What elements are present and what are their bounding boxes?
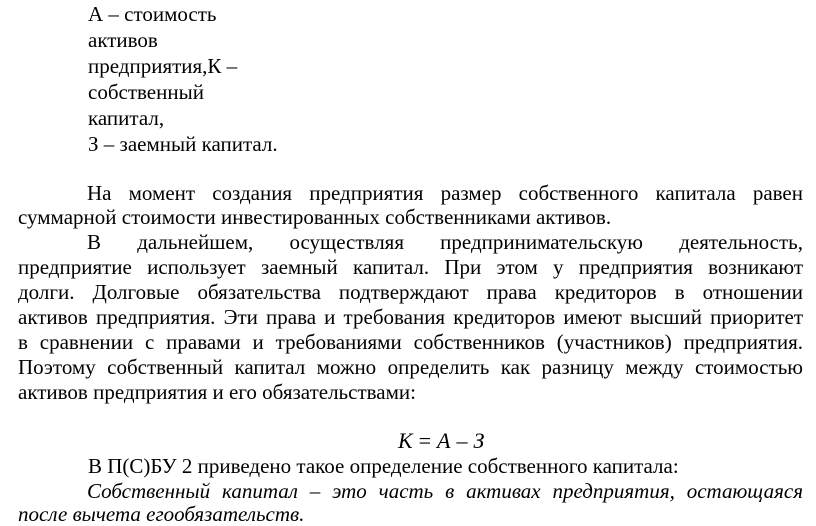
formula-lhs: К: [398, 428, 413, 453]
definition-line: З – заемный капитал.: [88, 132, 278, 156]
definition-line: собственный: [88, 80, 204, 104]
formula-liabilities: З: [473, 428, 485, 453]
paragraph-line: предприятие использует заемный капитал. При этом у предприятия возникают: [18, 255, 803, 279]
paragraph-line: На момент создания предприятия размер собственного капитала равен: [87, 181, 803, 205]
paragraph-line: Поэтому собственный капитал можно определить как разницу между стоимостью: [18, 355, 803, 379]
definition-line: активов: [88, 28, 158, 52]
paragraph-line: долги. Долговые обязательства подтверждают права кредиторов в отношении: [18, 280, 803, 304]
paragraph-line: В дальнейшем, осуществляя предпринимательскую деятельность,: [87, 230, 803, 254]
quote-line: после вычета егообязательств.: [18, 502, 305, 526]
definition-line: капитал,: [88, 106, 165, 130]
paragraph-line: активов предприятия. Эти права и требования кредиторов имеют высший приоритет: [18, 305, 803, 329]
paragraph-line: активов предприятия и его обязательствами:: [18, 380, 416, 404]
formula-minus: –: [456, 428, 468, 453]
equity-formula: [398, 429, 484, 453]
definition-line: А – стоимость: [88, 2, 217, 26]
formula-equals: =: [418, 428, 432, 453]
formula-assets: А: [437, 428, 451, 453]
paragraph-line: суммарной стоимости инвестированных собственниками активов.: [18, 205, 612, 229]
quote-line: Собственный капитал – это часть в активах предприятия, остающаяся: [87, 479, 803, 503]
paragraph-standard-reference: В П(С)БУ 2 приведено такое определение собственного капитала:: [88, 454, 679, 478]
paragraph-line: в сравнении с правами и требованиями собственников (участников) предприятия.: [18, 330, 803, 354]
definition-line: предприятия,К –: [88, 54, 238, 78]
